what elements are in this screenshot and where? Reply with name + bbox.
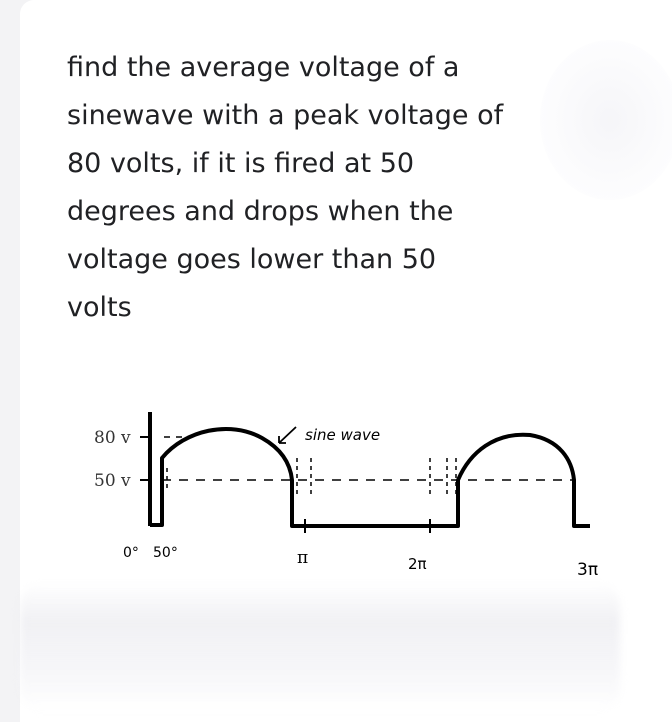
x-label-50deg: 50° xyxy=(153,545,178,561)
x-label-3pi: 3π xyxy=(577,560,599,580)
x-label-2pi: 2π xyxy=(408,555,427,573)
y-label-50v: 50 v xyxy=(94,471,131,491)
x-label-zero: 0° xyxy=(123,545,139,561)
annotation-sine-wave: sine wave xyxy=(305,426,381,444)
y-label-80v: 80 v xyxy=(94,428,131,448)
question-text: find the average voltage of a sinewave with a peak voltage of 80 volts, if it is fired at 50 degrees and drops when the voltage goes lower than 50 volts xyxy=(67,52,504,323)
blurred-region-right xyxy=(540,40,672,200)
x-label-pi: π xyxy=(297,548,309,568)
blurred-region-bottom xyxy=(20,582,620,712)
annotation-arrow xyxy=(279,427,296,443)
